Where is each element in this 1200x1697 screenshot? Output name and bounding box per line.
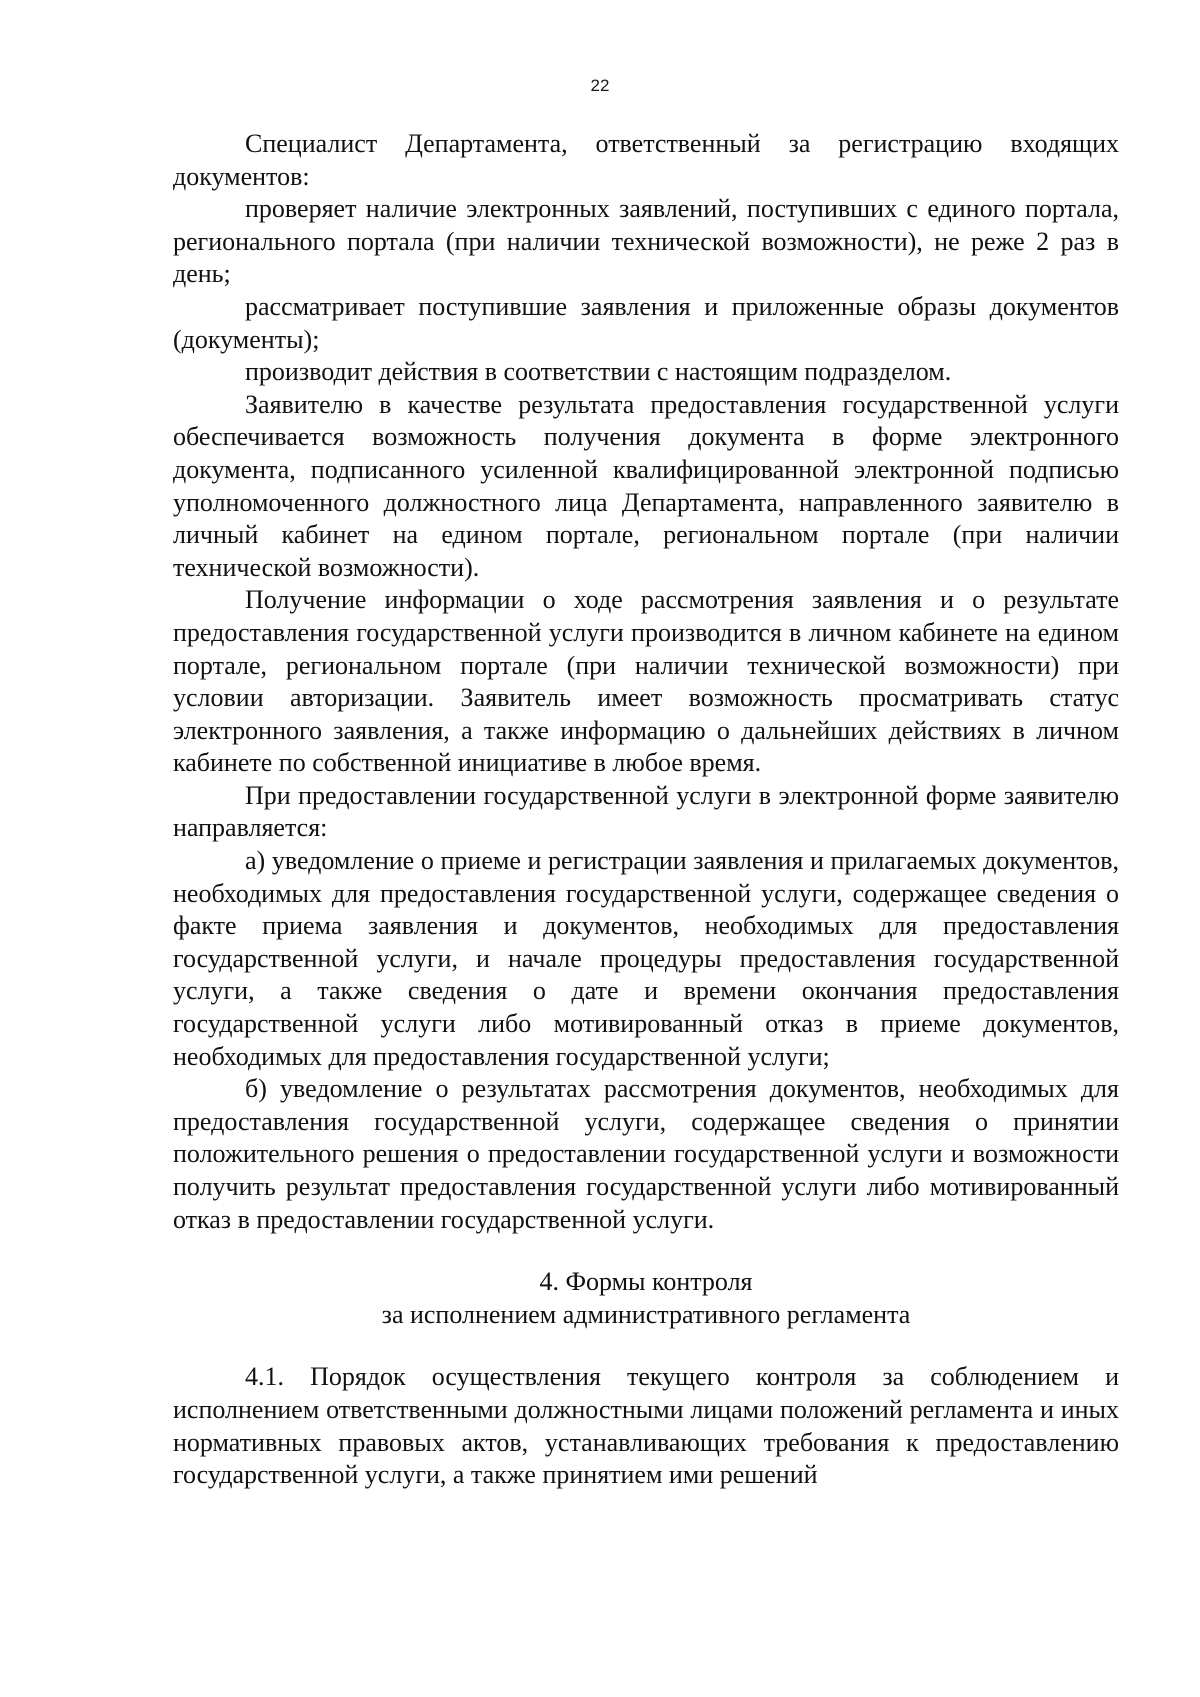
paragraph-notification-a: а) уведомление о приеме и регистрации заявления и прилагаемых документов, необходимых для предоставления государственной услуги, содержащее сведения о факте приема заявления и документов, необходимых для предоставления государственной услуги, и начале процедуры предоставления государственной услуги, а также сведения о дате и времени окончания предоставления государственной услуги либо мотивированный отказ в приеме документов, необходимых для предоставления государственной услуги; bbox=[173, 846, 1119, 1071]
paragraph-reviews-applications: рассматривает поступившие заявления и приложенные образы документов (документы); bbox=[173, 291, 1119, 354]
paragraph-performs-actions: производит действия в соответствии с настоящим подразделом. bbox=[245, 357, 952, 387]
paragraph-notification-b: б) уведомление о результатах рассмотрения документов, необходимых для предоставления государственной услуги, содержащее сведения о принятии положительного решения о предоставлении государственной услуги и возможности получить результат предоставления государственной услуги либо мотивированный отказ в предоставлении государственной услуги. bbox=[173, 1074, 1119, 1234]
paragraph-checks-applications: проверяет наличие электронных заявлений, поступивших с единого портала, регионального портала (при наличии технической возможности), не реже 2 раз в день; bbox=[173, 194, 1119, 289]
document-body bbox=[173, 128, 1119, 1492]
paragraph-status-information: Получение информации о ходе рассмотрения заявления и о результате предоставления государственной услуги производится в личном кабинете на едином портале, региональном портале (при наличии технической возможности) при условии авторизации. Заявитель имеет возможность просматривать статус электронного заявления, а также информацию о дальнейших действиях в личном кабинете по собственной инициативе в любое время. bbox=[173, 585, 1119, 778]
section-heading-subtitle: за исполнением административного регламента bbox=[381, 1299, 911, 1329]
paragraph-registration-specialist: Специалист Департамента, ответственный за регистрацию входящих документов: bbox=[173, 129, 1119, 191]
paragraph-section-4-1: 4.1. Порядок осуществления текущего контроля за соблюдением и исполнением ответственными должностными лицами положений регламента и иных нормативных правовых актов, устанавливающих требования к предоставлению государственной услуги, а также принятием ими решений bbox=[173, 1362, 1119, 1490]
section-heading-title: 4. Формы контроля bbox=[539, 1267, 753, 1297]
section-heading bbox=[173, 1266, 1119, 1331]
paragraph-result-electronic-document: Заявителю в качестве результата предоставления государственной услуги обеспечивается возможность получения документа в форме электронного документа, подписанного усиленной квалифицированной электронной подписью уполномоченного должностного лица Департамента, направленного заявителю в личный кабинет на едином портале, региональном портале (при наличии технической возможности). bbox=[173, 389, 1119, 582]
paragraph-notifications-intro: При предоставлении государственной услуги в электронной форме заявителю направляется: bbox=[173, 780, 1119, 843]
page-number: 22 bbox=[590, 76, 610, 95]
